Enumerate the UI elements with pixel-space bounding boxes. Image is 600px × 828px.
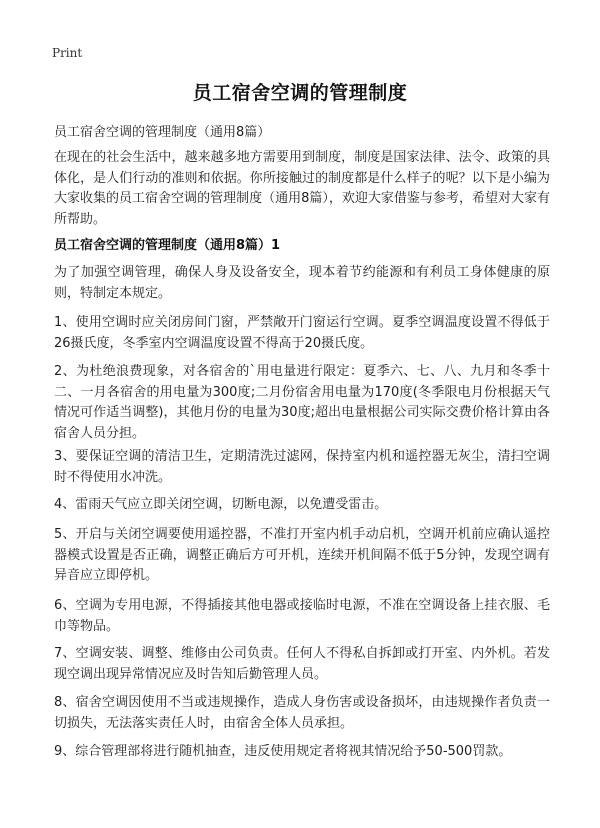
- document-title: 员工宿舍空调的管理制度: [192, 82, 408, 104]
- rule-item-5: 5、开启与关闭空调要使用遥控器，不准打开室内机手动启机，空调开机前应确认遥控器模式设置是否正确，调整正确后方可开机，连续开机间隔不低于5分钟，发现空调有异音应立即停机。: [54, 527, 550, 583]
- rule-item-3: 3、要保证空调的清洁卫生，定期清洗过滤网，保持室内机和遥控器无灰尘，清扫空调时不得使用水冲洗。: [54, 449, 550, 485]
- rule-item-1: 1、使用空调时应关闭房间门窗，严禁敞开门窗运行空调。夏季空调温度设置不得低于26摄氏度，冬季室内空调温度设置不得高于20摄氏度。: [54, 315, 550, 351]
- rule-item-6: 6、空调为专用电源，不得插接其他电器或接临时电源，不准在空调设备上挂衣服、毛巾等物品。: [54, 598, 550, 634]
- rule-item-9: 9、综合管理部将进行随机抽查，违反使用规定者将视其情况给予50-500罚款。: [54, 744, 512, 759]
- print-label: Print: [52, 46, 83, 60]
- document-subtitle: 员工宿舍空调的管理制度（通用8篇）: [54, 125, 271, 140]
- section-intro-paragraph: 为了加强空调管理，确保人身及设备安全，现本着节约能源和有利员工身体健康的原则，特制定本规定。: [54, 265, 550, 301]
- section-heading: 员工宿舍空调的管理制度（通用8篇）1: [54, 238, 281, 253]
- intro-paragraph: 在现在的社会生活中，越来越多地方需要用到制度，制度是国家法律、法令、政策的具体化，是人们行动的准则和依据。你所接触过的制度都是什么样子的呢？以下是小编为大家收集的员工宿舍空调的管理制度（通用8篇），欢迎大家借鉴与参考，希望对大家有所帮助。: [54, 150, 550, 227]
- rule-item-7: 7、空调安装、调整、维修由公司负责。任何人不得私自拆卸或打开室、内外机。若发现空调出现异常情况应及时告知后勤管理人员。: [54, 646, 550, 682]
- rule-item-2: 2、为杜绝浪费现象，对各宿舍的`用电量进行限定：夏季六、七、八、九月和冬季十二、一月各宿舍的用电量为300度;二月份宿舍用电量为170度(冬季限电月份根据天气情况可作适当调整)，其他月份的电量为30度;超出电量根据公司实际交费价格计算由各宿舍人员分担。: [54, 364, 550, 441]
- rule-item-4: 4、雷雨天气应立即关闭空调，切断电源，以免遭受雷击。: [54, 497, 388, 512]
- rule-item-8: 8、宿舍空调因使用不当或违规操作，造成人身伤害或设备损坏，由违规操作者负责一切损失，无法落实责任人时，由宿舍全体人员承担。: [54, 695, 550, 731]
